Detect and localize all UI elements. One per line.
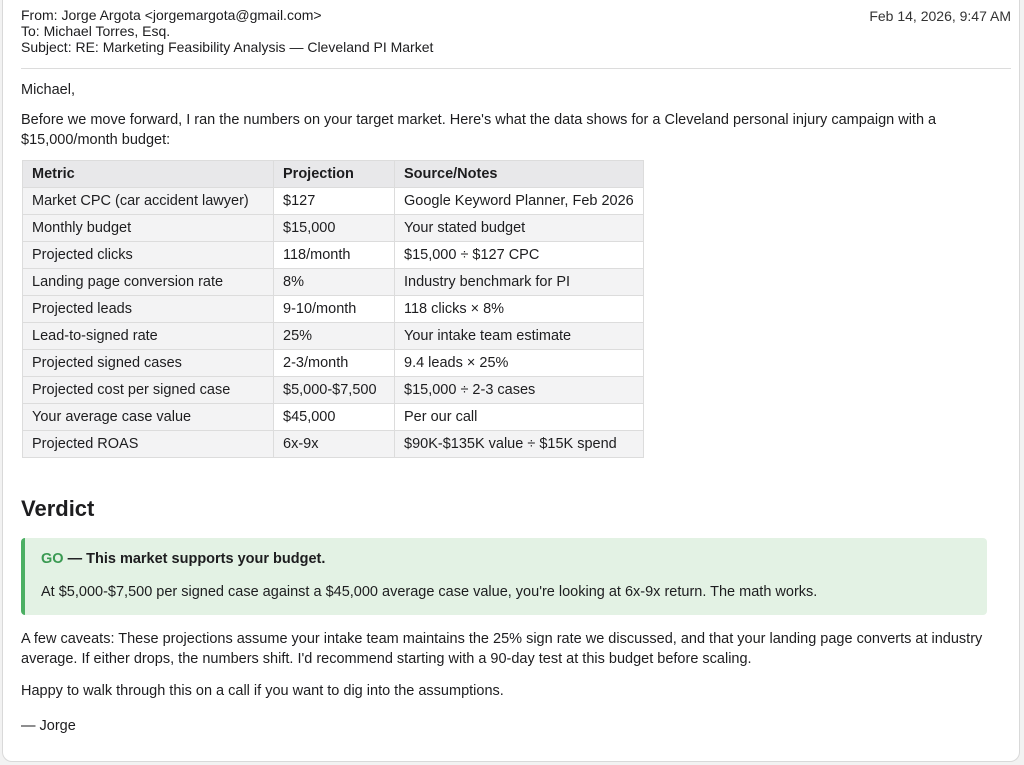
closing-paragraph: Happy to walk through this on a call if you want to dig into the assumptions.: [21, 683, 504, 699]
subject-line: [21, 39, 1011, 55]
projection-cell: $5,000-$7,500: [274, 377, 395, 404]
notes-cell: $15,000 ÷ $127 CPC: [395, 242, 644, 269]
subject-label: Subject:: [21, 39, 72, 55]
to-line: [21, 23, 1011, 39]
notes-cell: 9.4 leads × 25%: [395, 350, 644, 377]
column-header-notes: Source/Notes: [395, 161, 644, 188]
projection-cell: 6x-9x: [274, 431, 395, 458]
projection-cell: $127: [274, 188, 395, 215]
verdict-callout: [21, 538, 987, 615]
projection-cell: 9-10/month: [274, 296, 395, 323]
column-header-projection: Projection: [274, 161, 395, 188]
to-label: To:: [21, 23, 40, 39]
notes-cell: Google Keyword Planner, Feb 2026: [395, 188, 644, 215]
metrics-table: [22, 160, 644, 458]
go-status-badge: GO: [41, 551, 64, 567]
table-row: [23, 215, 644, 242]
table-header-row: [23, 161, 644, 188]
email-body: [21, 80, 1011, 736]
metric-cell: Monthly budget: [23, 215, 274, 242]
metric-cell: Projected clicks: [23, 242, 274, 269]
caveats-paragraph: A few caveats: These projections assume your intake team maintains the 25% sign rate we discussed, and that your landing page converts at industry average. If either drops, the numbers shift. I'd recommend starting with a 90-day test at this budget before scaling.: [21, 631, 983, 667]
verdict-heading: Verdict: [21, 496, 95, 521]
metric-cell: Landing page conversion rate: [23, 269, 274, 296]
table-row: [23, 242, 644, 269]
notes-cell: Industry benchmark for PI: [395, 269, 644, 296]
metric-cell: Projected ROAS: [23, 431, 274, 458]
from-label: From:: [21, 7, 58, 23]
from-value[interactable]: Jorge Argota <jorgemargota@gmail.com>: [61, 7, 322, 23]
projection-cell: 25%: [274, 323, 395, 350]
metric-cell: Lead-to-signed rate: [23, 323, 274, 350]
projection-cell: 118/month: [274, 242, 395, 269]
to-value[interactable]: Michael Torres, Esq.: [43, 23, 171, 39]
projection-cell: $15,000: [274, 215, 395, 242]
table-row: [23, 188, 644, 215]
projection-cell: 2-3/month: [274, 350, 395, 377]
email-date: Feb 14, 2026, 9:47 AM: [869, 8, 1011, 24]
metric-cell: Your average case value: [23, 404, 274, 431]
notes-cell: Per our call: [395, 404, 644, 431]
verdict-text: At $5,000-$7,500 per signed case against a $45,000 average case value, you're looking at 6x-9x return. The math works.: [41, 584, 818, 600]
verdict-headline-text: — This market supports your budget.: [63, 551, 326, 567]
email-header: [21, 7, 1011, 69]
from-line: [21, 7, 1011, 23]
notes-cell: Your stated budget: [395, 215, 644, 242]
subject-value: RE: Marketing Feasibility Analysis — Cleveland PI Market: [75, 39, 434, 55]
notes-cell: Your intake team estimate: [395, 323, 644, 350]
intro-paragraph: Before we move forward, I ran the numbers on your target market. Here's what the data shows for a Cleveland personal injury campaign with a $15,000/month budget:: [21, 112, 937, 148]
table-row: [23, 296, 644, 323]
table-row: [23, 350, 644, 377]
projection-cell: $45,000: [274, 404, 395, 431]
table-row: [23, 323, 644, 350]
metric-cell: Projected leads: [23, 296, 274, 323]
table-row: [23, 377, 644, 404]
table-row: [23, 404, 644, 431]
signature: — Jorge: [21, 718, 76, 734]
metric-cell: Projected cost per signed case: [23, 377, 274, 404]
table-row: [23, 431, 644, 458]
notes-cell: $15,000 ÷ 2-3 cases: [395, 377, 644, 404]
notes-cell: $90K-$135K value ÷ $15K spend: [395, 431, 644, 458]
greeting: Michael,: [21, 82, 75, 98]
table-row: [23, 269, 644, 296]
metric-cell: Market CPC (car accident lawyer): [23, 188, 274, 215]
notes-cell: 118 clicks × 8%: [395, 296, 644, 323]
metric-cell: Projected signed cases: [23, 350, 274, 377]
column-header-metric: Metric: [23, 161, 274, 188]
email-message: [2, 0, 1020, 762]
verdict-headline: [41, 549, 971, 569]
projection-cell: 8%: [274, 269, 395, 296]
